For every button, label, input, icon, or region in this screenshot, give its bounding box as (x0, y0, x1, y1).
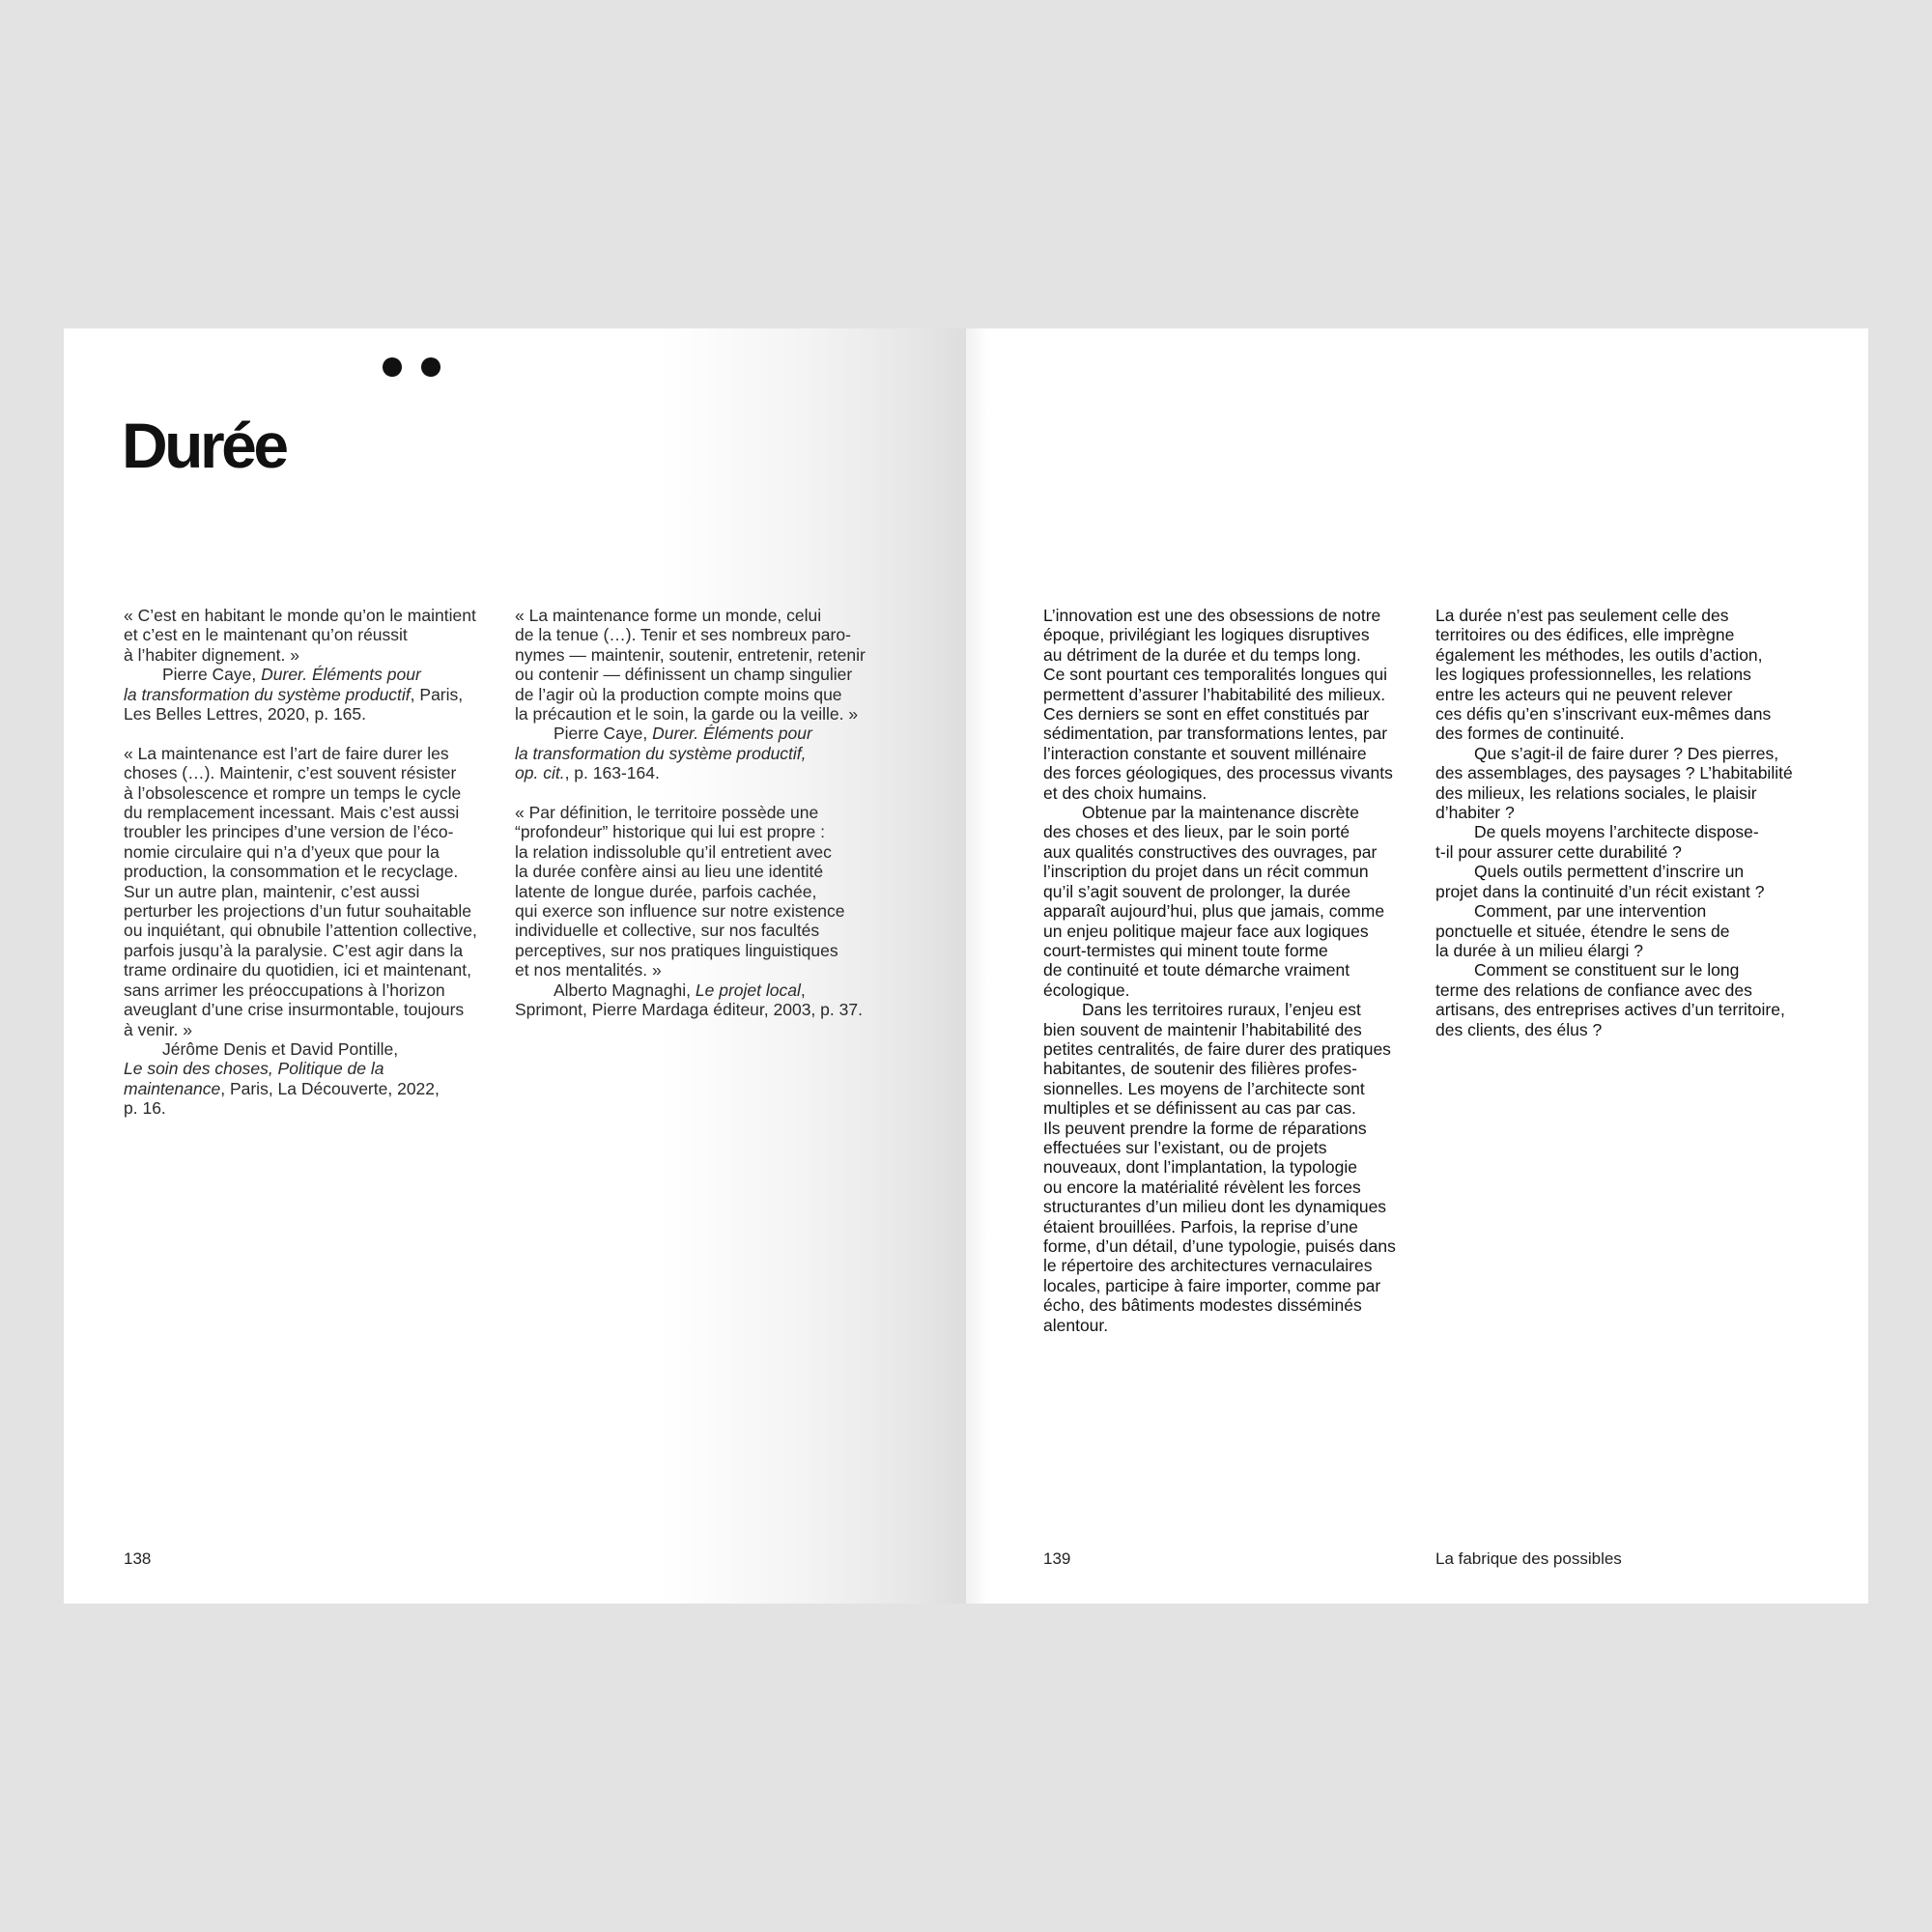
dot-ornament (383, 357, 402, 377)
paragraph: Comment, par une intervention ponctuelle et située, étendre le sens de la durée à un milieu élargi ? (1435, 901, 1730, 960)
paragraph: La durée n’est pas seulement celle des territoires ou des édifices, elle imprègne également les méthodes, les outils d’action, les logiques professionnelles, les relations entre les acteurs qui ne peuvent relever ces défis qu’en s’inscrivant eux-mêmes dans des formes de continuité. (1435, 606, 1772, 744)
paragraph: Que s’agit-il de faire durer ? Des pierres, des assemblages, des paysages ? L’habitabilité des milieux, les relations sociales, le plaisir d’habiter ? (1435, 743, 1793, 823)
paragraph: Comment se constituent sur le long terme des relations de confiance avec des artisans, des entreprises actives d’un territoire, des clients, des élus ? (1435, 960, 1785, 1039)
quote-source: Jérôme Denis et David Pontille, Le soin des choses, Politique de la maintenance, Paris, La Découverte, 2022, p. 16. (124, 1038, 440, 1119)
body-column-2 (1435, 606, 1827, 1039)
paragraph: Obtenue par la maintenance discrète des choses et des lieux, par le soin porté aux qualités constructives des ouvrages, par l’inscription du projet dans un récit commun qu’il s’agit souvent de prolonger, la durée apparaît aujourd’hui, plus que jamais, comme un enjeu politique majeur face aux logiques court-termistes qui minent toute forme de continuité et toute démarche vraiment écologique. (1043, 803, 1385, 1000)
title-block (122, 357, 412, 493)
page-number: 138 (124, 1549, 152, 1568)
page-number: 139 (1043, 1549, 1071, 1568)
page-title: Durée (122, 410, 286, 481)
quote-source: Alberto Magnaghi, Le projet local, Sprimont, Pierre Mardaga éditeur, 2003, p. 37. (515, 980, 863, 1020)
paragraph: Quels outils permettent d’inscrire un projet dans la continuité d’un récit existant ? (1435, 862, 1765, 901)
quote-text: « La maintenance est l’art de faire durer les choses (…). Maintenir, c’est souvent résister à l’obsolescence et rompre un temps le cycle du remplacement incessant. Mais c’est aussi troubler les principes d’une version de l’éco- nomie circulaire qui n’a d’yeux que pour la production, la consommation et le recyclage. Sur un autre plan, maintenir, c’est aussi perturber les projections d’un futur souhaitable ou inquiétant, qui obnubile l’attention collective, parfois jusqu’à la paralysie. C’est agir dans la trame ordinaire du quotidien, ici et maintenant, sans arrimer les préoccupations à l’horizon aveuglant d’une crise insurmontable, toujours à venir. » (124, 743, 477, 1039)
quote (124, 744, 510, 1119)
quote (515, 803, 901, 1019)
right-page (966, 328, 1868, 1604)
paragraph: De quels moyens l’architecte dispose- t-il pour assurer cette durabilité ? (1435, 822, 1759, 862)
quote (124, 606, 510, 724)
running-title: La fabrique des possibles (1435, 1549, 1622, 1568)
quote-source: Pierre Caye, Durer. Éléments pour la transformation du système productif, op. cit., p. 163-164. (515, 724, 812, 783)
paragraph: Dans les territoires ruraux, l’enjeu est bien souvent de maintenir l’habitabilité des petites centralités, de faire durer des pratiques habitantes, de soutenir des filières profes- sionnelles. Les moyens de l’architecte sont multiples et se définissent au cas par cas. Ils peuvent prendre la forme de réparations effectuées sur l’existant, ou de projets nouveaux, dont l’implantation, la typologie ou encore la matérialité révèlent les forces structurantes d’un milieu dont les dynamiques étaient brouillées. Parfois, la reprise d’une forme, d’un détail, d’une typologie, puisés dans le répertoire des architectures vernaculaires locales, participe à faire importer, comme par écho, des bâtiments modestes disséminés alentour. (1043, 1000, 1396, 1335)
quote-source: Pierre Caye, Durer. Éléments pour la transformation du système productif, Paris, Les Belles Lettres, 2020, p. 165. (124, 665, 464, 724)
quote-text: « Par définition, le territoire possède une “profondeur” historique qui lui est propre : la relation indissoluble qu’il entretient avec la durée confère ainsi au lieu une identité latente de longue durée, parfois cachée, qui exerce son influence sur notre existence individuelle et collective, sur nos facultés perceptives, sur nos pratiques linguistiques et nos mentalités. » (515, 803, 845, 980)
quote (515, 606, 901, 783)
quote-text: « C’est en habitant le monde qu’on le maintient et c’est en le maintenant qu’on réussit à l’habiter dignement. » (124, 606, 476, 665)
paragraph: L’innovation est une des obsessions de notre époque, privilégiant les logiques disruptives au détriment de la durée et du temps long. Ce sont pourtant ces temporalités longues qui permettent d’assurer l’habitabilité des milieux. Ces derniers se sont en effet constitués par sédimentation, par transformations lentes, par l’interaction constante et souvent millénaire des forces géologiques, des processus vivants et des choix humains. (1043, 606, 1393, 803)
dot-ornament (421, 357, 440, 377)
quotes-column-2 (515, 606, 901, 1039)
body-column-1 (1043, 606, 1420, 1335)
quote-text: « La maintenance forme un monde, celui de la tenue (…). Tenir et ses nombreux paro- nymes — maintenir, soutenir, entretenir, retenir ou contenir — définissent un champ singulier de l’agir où la production compte moins que la précaution et le soin, la garde ou la veille. » (515, 606, 866, 724)
quotes-column-1 (124, 606, 510, 1138)
left-page (64, 328, 966, 1604)
